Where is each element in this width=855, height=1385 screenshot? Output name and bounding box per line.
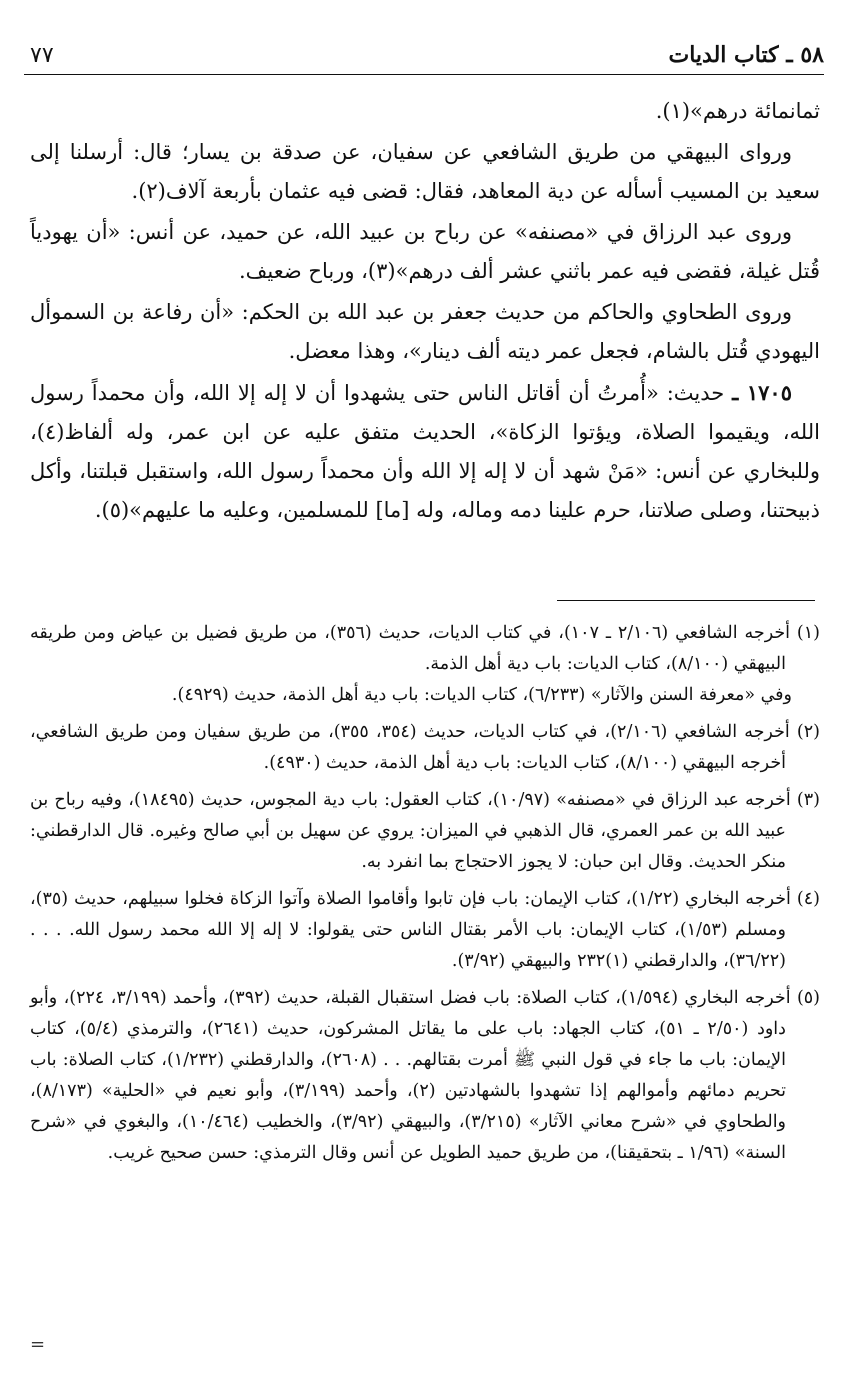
chapter-title: ٥٨ ـ كتاب الديات <box>668 42 824 68</box>
paragraph: وروى الطحاوي والحاكم من حديث جعفر بن عبد الله بن الحكم: «أن رفاعة بن السموأل اليهودي قُتل بالشام، فجعل عمر ديته ألف دينار»، وهذا معضل. <box>30 300 820 363</box>
footnote-4 <box>30 884 820 977</box>
main-text <box>30 92 820 532</box>
margin-mark: = <box>30 1334 46 1355</box>
hadith-text: حديث: «أُمرتُ أن أقاتل الناس حتى يشهدوا أن لا إله إلا الله، وأن محمداً رسول الله، ويقيموا الصلاة، ويؤتوا الزكاة»، الحديث متفق عليه عن ابن عمر، وله ألفاظ(٤)، وللبخاري عن أنس: «مَنْ شهد أن لا إله إلا الله وأن محمداً رسول الله، واستقبل قبلتنا، وأكل ذبيحتنا، وصلى صلاتنا، حرم علينا دمه وماله، وله [ما] للمسلمين، وعليه ما عليهم»(٥). <box>30 381 820 522</box>
footnote-5 <box>30 983 820 1169</box>
paragraph: ثمانمائة درهم»(١). <box>655 99 820 123</box>
paragraph: وروى عبد الرزاق في «مصنفه» عن رباح بن عبيد الله، عن حميد، عن أنس: «أن يهودياً قُتل غيلة، فقضى فيه عمر باثني عشر ألف درهم»(٣)، ورباح ضعيف. <box>30 220 820 283</box>
hadith-number: ١٧٠٥ ـ <box>732 380 792 405</box>
page-number: ٧٧ <box>30 43 54 68</box>
footnote-separator <box>557 600 815 601</box>
footnote-1 <box>30 618 820 711</box>
footnote-paragraph: وفي «معرفة السنن والآثار» (٦/٢٣٣)، كتاب الديات: باب دية أهل الذمة، حديث (٤٩٢٩). <box>171 685 792 705</box>
footnote-paragraph: (٣) أخرجه عبد الرزاق في «مصنفه» (١٠/٩٧)، كتاب العقول: باب دية المجوس، حديث (١٨٤٩٥)، وفيه رباح بن عبيد الله بن عمر العمري، قال الذهبي في الميزان: يروي عن سهيل بن أبي صالح وغيره. قال الدارقطني: منكر الحديث. وقال ابن حبان: لا يجوز الاحتجاج بما انفرد به. <box>30 790 820 872</box>
paragraph: ورواى البيهقي من طريق الشافعي عن سفيان، عن صدقة بن يسار؛ قال: أرسلنا إلى سعيد بن المسيب أسأله عن دية المعاهد، فقال: قضى فيه عثمان بأربعة آلاف(٢). <box>30 140 820 203</box>
footnote-paragraph: (١) أخرجه الشافعي (٢/١٠٦ ـ ١٠٧)، في كتاب الديات، حديث (٣٥٦)، من طريق فضيل بن عياض ومن طريقه البيهقي (٨/١٠٠)، كتاب الديات: باب دية أهل الذمة. <box>30 623 820 674</box>
footnotes <box>30 618 820 1175</box>
footnote-paragraph: (٥) أخرجه البخاري (١/٥٩٤)، كتاب الصلاة: باب فضل استقبال القبلة، حديث (٣٩٢)، وأحمد (٣/١٩٩، ٢٢٤)، وأبو داود (٢/٥٠ ـ ٥١)، كتاب الجهاد: باب على ما يقاتل المشركون، حديث (٢٦٤١)، والترمذي (٥/٤)، كتاب الإيمان: باب ما جاء في قول النبي ﷺ أمرت بقتالهم. . . (٢٦٠٨)، والدارقطني (١/٢٣٢)، كتاب الصلاة: باب تحريم دمائهم وأموالهم إذا تشهدوا بالشهادتين (٢)، وأحمد (٣/١٩٩)، وأبو نعيم في «الحلية» (٨/١٧٣)، والطحاوي في «شرح معاني الآثار» (٣/٢١٥)، والبيهقي (٣/٩٢)، والخطيب (١٠/٤٦٤)، والبغوي في «شرح السنة» (١/٩٦ ـ بتحقيقنا)، من طريق حميد الطويل عن أنس وقال الترمذي: حسن صحيح غريب. <box>30 988 820 1163</box>
footnote-paragraph: (٢) أخرجه الشافعي (٢/١٠٦)، في كتاب الديات، حديث (٣٥٤، ٣٥٥)، من طريق سفيان ومن طريق الشافعي، أخرجه البيهقي (٨/١٠٠)، كتاب الديات: باب دية أهل الذمة، حديث (٤٩٣٠). <box>30 722 820 773</box>
footnote-paragraph: (٤) أخرجه البخاري (١/٢٢)، كتاب الإيمان: باب فإن تابوا وأقاموا الصلاة وآتوا الزكاة فخلوا سبيلهم، حديث (٣٥)، ومسلم (١/٥٣)، كتاب الإيمان: باب الأمر بقتال الناس حتى يقولوا: لا إله إلا الله محمد رسول الله. . . . (٣٦/٢٢)، والدارقطني (١)٢٣٢ والبيهقي (٣/٩٢). <box>30 889 820 971</box>
hadith-paragraph <box>30 373 820 530</box>
footnote-2 <box>30 717 820 779</box>
running-header <box>24 30 824 75</box>
footnote-3 <box>30 785 820 878</box>
